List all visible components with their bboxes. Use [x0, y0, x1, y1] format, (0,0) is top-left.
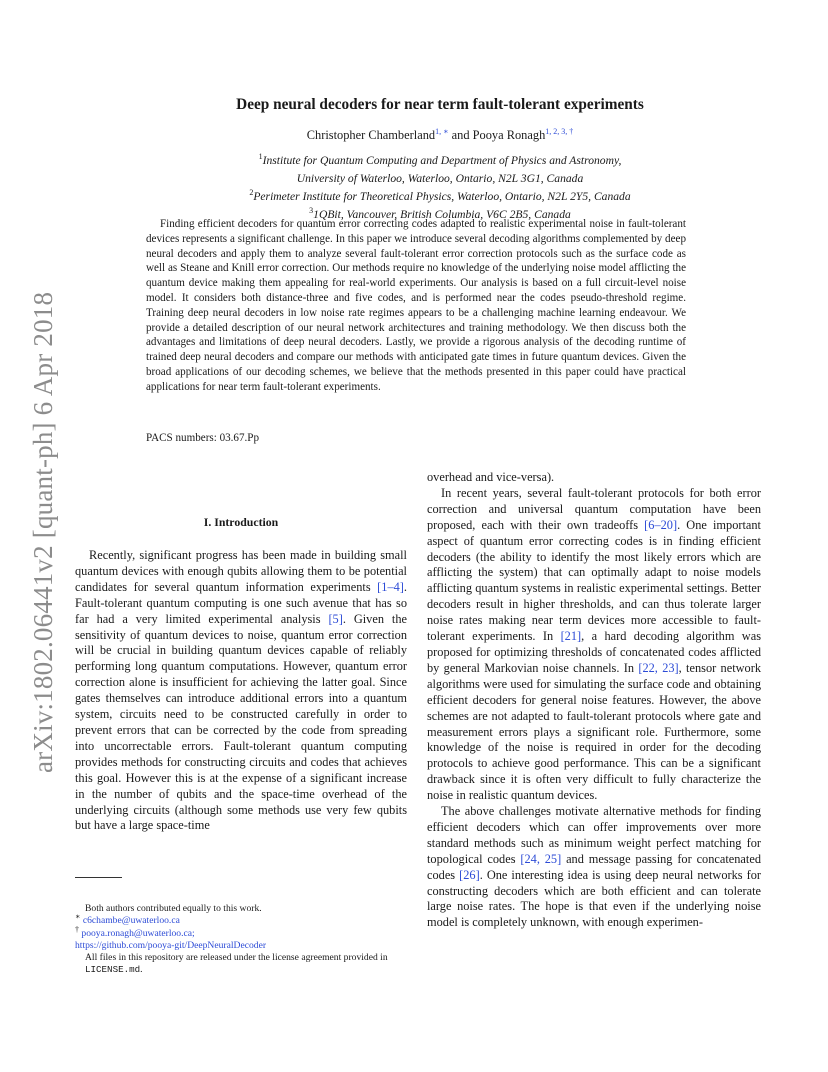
section-heading: I. Introduction	[203, 515, 279, 529]
citation-link[interactable]: [21]	[560, 629, 582, 644]
affiliations	[120, 150, 760, 222]
paragraph-text: . One important aspect of quantum error correcting codes is in finding efficient decoders (the ability to identify the most likely errors which are afflicting the system) that can optimally adapt to noise models afflicting quantum systems in realistic experimental settings. Better decoders result in higher thresholds, and can thus tolerate larger noise rates making near term devices more accessible to fault-tolerant experiments. In	[427, 517, 761, 644]
paragraph	[427, 804, 761, 931]
paragraph-text: . One interesting idea is using deep neural networks for constructing decoders which are both efficient and can tolerate large noise rates. The hope is that even if the underlying noise model is completely unknown, with enough experimen-	[427, 867, 762, 930]
citation-link[interactable]: [5]	[328, 611, 343, 626]
citation-link[interactable]: [1–4]	[377, 579, 404, 594]
citation-link[interactable]: [22, 23]	[638, 660, 679, 675]
abstract	[146, 217, 686, 395]
pacs-numbers: PACS numbers: 03.67.Pp	[146, 432, 260, 444]
paragraph-text: Recently, significant progress has been made in building small quantum devices with enough qubits allowing them to be potential candidates for several quantum information experiments	[75, 548, 407, 594]
footnote-rule	[75, 877, 122, 878]
abstract-text: Finding efficient decoders for quantum error correcting codes adapted to realistic experimental noise in fault-tolerant devices represents a significant challenge. In this paper we introduce several decoding algorithms complemented by deep neural decoders and apply them to analyze several fault-tolerant error correction protocols such as the surface code as well as Steane and Knill error correction. Our methods require no knowledge of the underlying noise model afflicting the quantum device making them appealing for real-world experiments. Our analysis is based on a full circuit-level noise model. It considers both distance-three and five codes, and is performed near the codes pseudo-threshold regime. Training deep neural decoders in low noise rate regimes appears to be a challenging machine learning endeavour. We provide a detailed description of our neural network architectures and training methodology. We then discuss both the advantages and limitations of deep neural decoders. Lastly, we provide a rigorous analysis of the decoding runtime of trained deep neural decoders and compare our methods with anticipated gate times in future quantum devices. Given the broad applications of our decoding schemes, we believe that the methods presented in this paper could have practical applications for near term fault-tolerant experiments.	[146, 218, 686, 393]
affiliation-line: University of Waterloo, Waterloo, Ontario, N2L 3G1, Canada	[296, 171, 584, 185]
paragraph-text: In recent years, several fault-tolerant protocols for both error correction and universal quantum computation have been proposed, each with their own tradeoffs	[427, 485, 761, 532]
footnote-url	[75, 940, 425, 952]
citation-link[interactable]: [6–20]	[644, 517, 678, 532]
citation-link[interactable]: [24, 25]	[520, 851, 562, 866]
paragraph-text: and message passing for concatenated codes	[427, 851, 761, 882]
paragraph-text: overhead and vice-versa).	[427, 470, 555, 484]
author-name: Pooya Ronagh	[472, 128, 546, 142]
paper-title: Deep neural decoders for near term fault-tolerant experiments	[236, 96, 644, 113]
affiliation-line: $^1$Institute for Quantum Computing and Department of Physics and Astronomy,	[258, 152, 622, 167]
footnote-email-2: † pooya.ronagh@uwaterloo.ca;	[75, 924, 195, 939]
author-affiliation-marks[interactable]: 1, ∗	[435, 126, 449, 136]
paragraph	[75, 548, 407, 834]
paragraph-text: , a hard decoding algorithm was proposed for optimizing thresholds of concatenated codes afflicted by general Markovian noise channels. In	[427, 629, 762, 675]
footnote-equal: Both authors contributed equally to this work.	[85, 903, 262, 914]
citation-link[interactable]: [26]	[459, 867, 480, 882]
repository-link[interactable]: https://github.com/pooya-git/DeepNeuralDecoder	[75, 939, 267, 951]
affiliation-line: $^2$Perimeter Institute for Theoretical Physics, Waterloo, Ontario, N2L 2Y5, Canada	[249, 188, 631, 203]
paragraph	[427, 486, 761, 804]
right-column	[427, 470, 761, 931]
paragraph-text: . Fault-tolerant quantum computing is one such avenue that has so far had a very limited experimental analysis	[75, 579, 407, 626]
arxiv-identifier: arXiv:1802.06441v2 [quant-ph] 6 Apr 2018	[28, 291, 58, 773]
license-filename: LICENSE.md	[85, 964, 141, 976]
footnote-license: All files in this repository are released under the license agreement provided in LICENSE.md.	[85, 952, 388, 976]
email-link[interactable]: pooya.ronagh@uwaterloo.ca;	[81, 927, 195, 939]
author-affiliation-marks[interactable]: 1, 2, 3, †	[545, 126, 574, 136]
author-name: Christopher Chamberland	[306, 128, 436, 142]
author-conjunction: and	[451, 128, 470, 142]
paragraph	[427, 470, 761, 486]
footnotes	[75, 903, 425, 977]
paragraph-text: , tensor network algorithms were used for simulating the surface code and obtaining efficient decoders for general noise features. However, the above schemes are not adapted to fault-tolerant protocols where gate and measurement errors plays a significant role. Furthermore, some knowledge of the noise is required in order for the decoding protocols to achieve good performance. This can be a significant drawback since it is often very difficult to fully characterize the noise in realistic quantum devices.	[427, 660, 761, 803]
affiliation-line: $^3$1QBit, Vancouver, British Columbia, V6C 2B5, Canada	[309, 206, 571, 222]
email-link[interactable]: c6chambe@uwaterloo.ca	[82, 915, 180, 927]
paragraph-text: . Given the sensitivity of quantum devices to noise, quantum error correction will be crucial in building quantum devices capable of reliably performing long quantum computations. However, quantum error correction alone is insufficient for achieving the latter goal. Since gates themselves can introduce additional errors into a quantum system, circuits need to be constructed carefully in order to prevent errors that can be corrected by the code from spreading into uncorrectable errors. Fault-tolerant quantum computing provides methods for constructing circuits and codes that achieves this goal. However this is at the expense of a significant increase in the number of qubits and the space-time overhead of the underlying circuits (although some methods use very few qubits but have a large space-time	[75, 611, 407, 833]
left-column	[75, 548, 407, 834]
paragraph-text: The above challenges motivate alternative methods for finding efficient decoders which can offer improvements over more standard methods such as minimum weight perfect matching for topological codes	[427, 804, 761, 866]
footnote-email-1: ∗ c6chambe@uwaterloo.ca	[75, 912, 180, 927]
author-line	[100, 128, 780, 143]
